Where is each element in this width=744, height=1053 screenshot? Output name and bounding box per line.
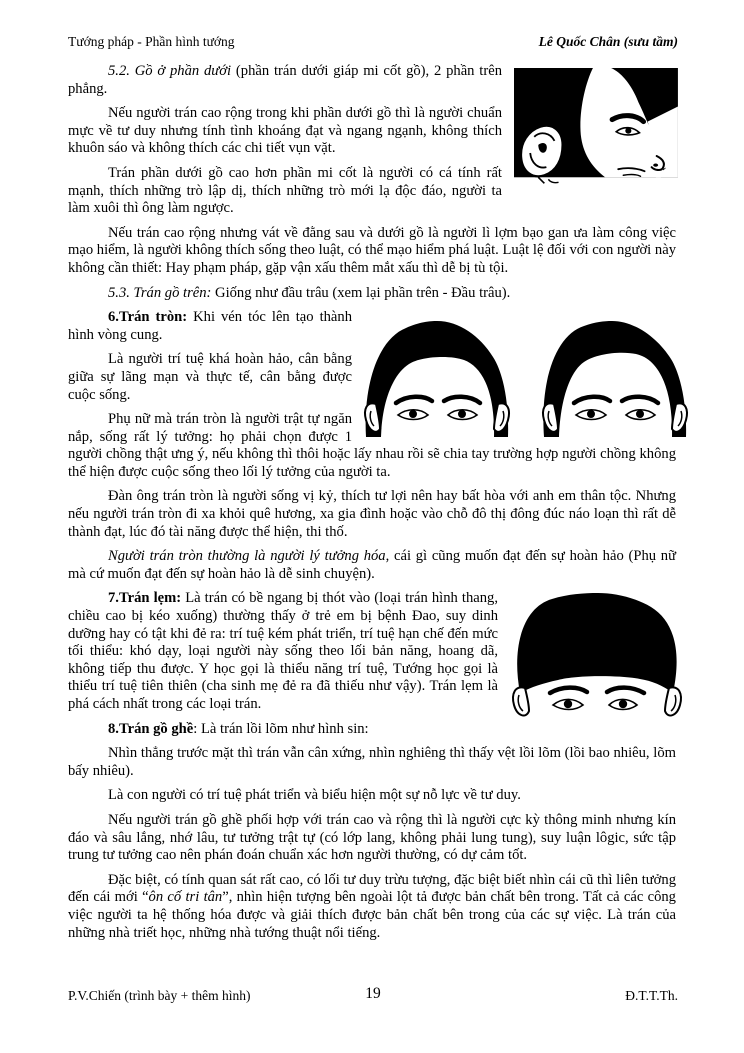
paragraph-text: : Là trán lồi lõm như hình sin: xyxy=(193,720,369,737)
paragraph xyxy=(68,812,676,865)
round-forehead-faces-illustration xyxy=(362,321,702,439)
page-body xyxy=(68,63,676,949)
profile-face-figure xyxy=(514,68,684,218)
paragraph xyxy=(68,787,676,805)
paragraph-text: Nếu người trán gồ ghề phối hợp với trán cao và rộng thì là người cực kỳ thông minh nhưng kín đáo và sâu lắng, nhớ lâu, tư tưởng trật tự (có lớp lang, không phải lung tung), suy luận lôgic, sức tập trung tư tưởng cao nên phán đoán chuẩn xác hơn người thường, có dự cảm tốt. xyxy=(68,811,676,864)
section-heading-5-3: 5.3. Trán gồ trên: xyxy=(108,284,216,301)
paragraph-text: Trán phần dưới gồ cao hơn phần mi cốt là người có cá tính rất mạnh, thích những trò lập dị, thích những trò mới lạ độc đáo, người ta làm xuôi thì ông làm ngược. xyxy=(68,164,502,217)
paragraph-text: Là trán có bề ngang bị thót vào (loại trán hình thang, chiều cao bị kéo xuống) thường thấy ở trẻ em bị bệnh Đao, suy dinh dưỡng hay có tật khi đẻ ra: trí tuệ kém phát triển, trí tuệ hạn chế đến mức tối thiểu: khó dạy, loại người này sống theo lối bản năng, hoang dã, không tiếp thu được. Y học gọi là thiểu năng trí tuệ, Tướng học gọi là thiểu trí tuệ tiên thiên (cha sinh mẹ đẻ ra đã thiếu như vậy). Trán lẹm là phá cách nhất trong các loại trán. xyxy=(68,590,498,712)
paragraph-text: Nếu trán cao rộng nhưng vát về đằng sau và dưới gồ là người lì lợm bạo gan ưa làm công việc mạo hiểm, là người không thích sống theo luật, có thể mạo hiểm phá luật. Luật lệ đối với con người này không cần thiết: Hay phạm pháp, gặp vận xấu thêm mắt xấu thì dễ bị tù tội. xyxy=(68,224,676,276)
page-footer xyxy=(68,985,678,1004)
paragraph xyxy=(68,488,676,541)
paragraph-text: (phần trán dưới giáp mi cốt gồ), 2 phần trên phẳng. xyxy=(68,63,502,97)
quoted-idiom: ôn cố tri tân xyxy=(148,889,223,906)
low-hairline-face-illustration xyxy=(510,593,686,721)
paragraph xyxy=(68,872,676,942)
round-forehead-face-left xyxy=(365,321,509,437)
paragraph-8 xyxy=(68,721,676,739)
round-forehead-face-right xyxy=(543,321,687,437)
page-number: 19 xyxy=(365,985,381,1002)
paragraph-text: Phụ nữ mà trán tròn là người trật tự ngăn nắp, sống rất lý tưởng: họ phải chọn được 1 người chồng thật ưng ý, nếu không thì thôi hoặc lấy nhau rồi sẽ chia tay trường hợp người chồng không thể hiện được cuộc sống theo lối lý tưởng của người ta. xyxy=(68,411,676,480)
paragraph-text: Là người trí tuệ khá hoàn hảo, cân bằng giữa sự lãng mạn và thực tế, cân bằng được cuộc sống. xyxy=(68,351,352,403)
paragraph-text: Đàn ông trán tròn là người sống vị kỷ, thích tư lợi nên hay bất hòa với anh em thân tộc. Nhưng nếu người trán tròn đi xa khỏi quê hương, xa gia đình hoặc vào chỗ đô thị đông đúc náo loạn thì rất dễ thành đạt, lúc đó tài năng được thể hiện, thi thố. xyxy=(68,488,676,540)
profile-face-illustration xyxy=(514,68,684,218)
paragraph-text: Nếu người trán cao rộng trong khi phần dưới gồ thì là người chuẩn mực về tư duy nhưng tính tình khoáng đạt và ngang ngạnh, không thích khuôn sáo và không thích các chi tiết vụn vặt. xyxy=(68,105,502,157)
paragraph-text: , cái gì cũng muốn đạt đến sự hoàn hảo (Phụ nữ mà cứ muốn đạt đến sự hoàn hảo là dễ sinh chuyện). xyxy=(68,548,676,582)
section-heading-6: 6.Trán tròn: xyxy=(108,309,194,326)
paragraph xyxy=(68,225,676,278)
round-forehead-faces-figure xyxy=(362,321,702,439)
paragraph-text: Đặc biệt, có tính quan sát rất cao, có lối tư duy trừu tượng, đặc biệt biết nhìn cái cũ thì liên tưởng đến cái mới “ xyxy=(68,871,676,906)
paragraph-text: Nhìn thẳng trước mặt thì trán vẫn cân xứng, nhìn nghiêng thì thấy vệt lồi lõm (lồi bao nhiêu, lõm bấy nhiêu). xyxy=(68,745,676,779)
section-heading-5-2: 5.2. Gồ ở phần dưới xyxy=(108,63,236,79)
paragraph-5-3 xyxy=(68,285,676,303)
header-author: Lê Quốc Chân (sưu tầm) xyxy=(538,34,678,49)
section-heading-7: 7.Trán lẹm: xyxy=(108,590,186,607)
emphasized-text: Người trán tròn thường là người lý tưởng hóa xyxy=(108,548,386,565)
paragraph-text: ”, nhìn hiện tượng bên ngoài lột tả được bản chất bên trong. Tất cả các công việc người ta hệ thống hóa được và giải thích được bản chất bên trong của các sự việc. Là trán của những nhà triết học, những nhà tướng thuật nổi tiếng. xyxy=(68,889,676,941)
paragraph-text: Giống như đầu trâu (xem lại phần trên - Đầu trâu). xyxy=(215,284,511,301)
paragraph-text: Khi vén tóc lên tạo thành hình vòng cung. xyxy=(68,309,352,343)
low-hairline-face-figure xyxy=(510,593,686,721)
paragraph xyxy=(68,745,676,780)
footer-initials: Đ.T.T.Th. xyxy=(625,988,678,1003)
footer-credit: P.V.Chiến (trình bày + thêm hình) xyxy=(68,988,251,1003)
section-heading-8: 8.Trán gồ ghề xyxy=(108,720,194,737)
paragraph xyxy=(68,548,676,583)
header-book-title: Tướng pháp - Phần hình tướng xyxy=(68,34,235,49)
page-header xyxy=(68,34,678,50)
paragraph-text: Là con người có trí tuệ phát triển và biểu hiện một sự nỗ lực về tư duy. xyxy=(108,787,521,804)
